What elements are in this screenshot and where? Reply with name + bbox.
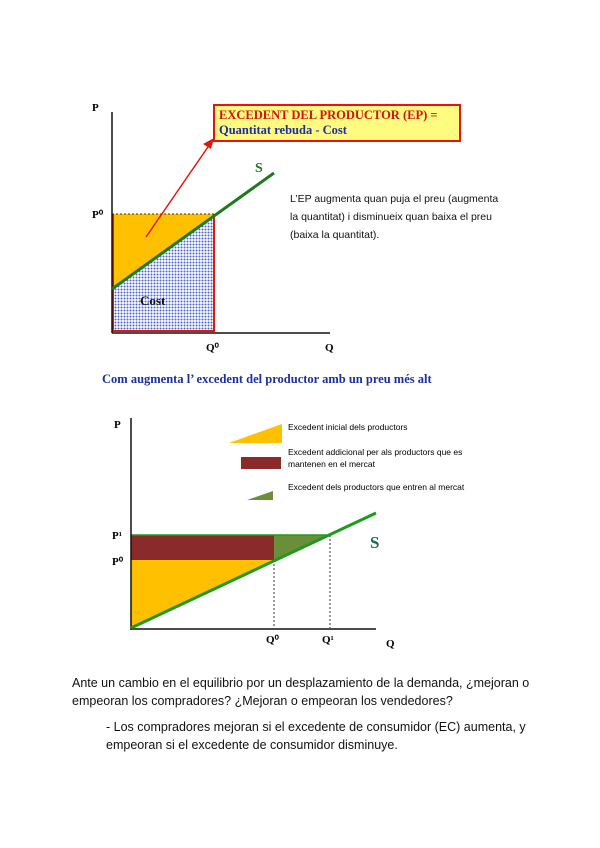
q1-label: Q¹	[322, 634, 334, 646]
supply-label: S	[255, 161, 263, 176]
legend-additional-1: Excedent addicional per als productors que es	[288, 447, 463, 457]
question-paragraph: Ante un cambio en el equilibrio por un desplazamiento de la demanda, ¿mejoran o empeoran los compradores? ¿Mejoran o empeoran los vendedores?	[72, 676, 530, 708]
note-line-3: (baixa la quantitat).	[290, 229, 380, 241]
note-line-2: la quantitat) i disminueix quan baixa el preu	[290, 211, 492, 223]
box-formula: Quantitat rebuda - Cost	[219, 123, 347, 137]
supply-label-2: S	[370, 533, 380, 552]
legend-entrants: Excedent dels productors que entren al mercat	[288, 482, 465, 492]
legend-swatch-entrants	[247, 491, 273, 500]
p0-label: P⁰	[92, 209, 104, 221]
axis-q-label: Q	[325, 342, 334, 354]
legend-initial: Excedent inicial dels productors	[288, 422, 408, 432]
axis-q-label-2: Q	[386, 638, 395, 650]
p1-label: P¹	[112, 530, 123, 542]
p0-label-2: P⁰	[112, 556, 124, 568]
cost-label: Cost	[140, 293, 166, 308]
bullet-paragraph: - Los compradores mejoran si el excedente de consumidor (EC) aumenta, y empeoran si el excedente de consumidor disminuye.	[106, 720, 526, 752]
axis-p-label-2: P	[114, 419, 121, 431]
legend-additional-2: mantenen en el mercat	[288, 459, 375, 469]
caption: Com augmenta l’ excedent del productor amb un preu més alt	[102, 372, 432, 386]
axis-p-label: P	[92, 102, 99, 114]
box-title: EXCEDENT DEL PRODUCTOR (EP) =	[219, 108, 438, 122]
legend-swatch-initial	[229, 424, 282, 443]
additional-surplus-area	[131, 535, 274, 560]
q0-label: Q⁰	[206, 342, 219, 354]
legend-swatch-additional	[241, 457, 281, 469]
q0-label-2: Q⁰	[266, 634, 279, 646]
note-line-1: L’EP augmenta quan puja el preu (augmenta	[290, 193, 499, 205]
